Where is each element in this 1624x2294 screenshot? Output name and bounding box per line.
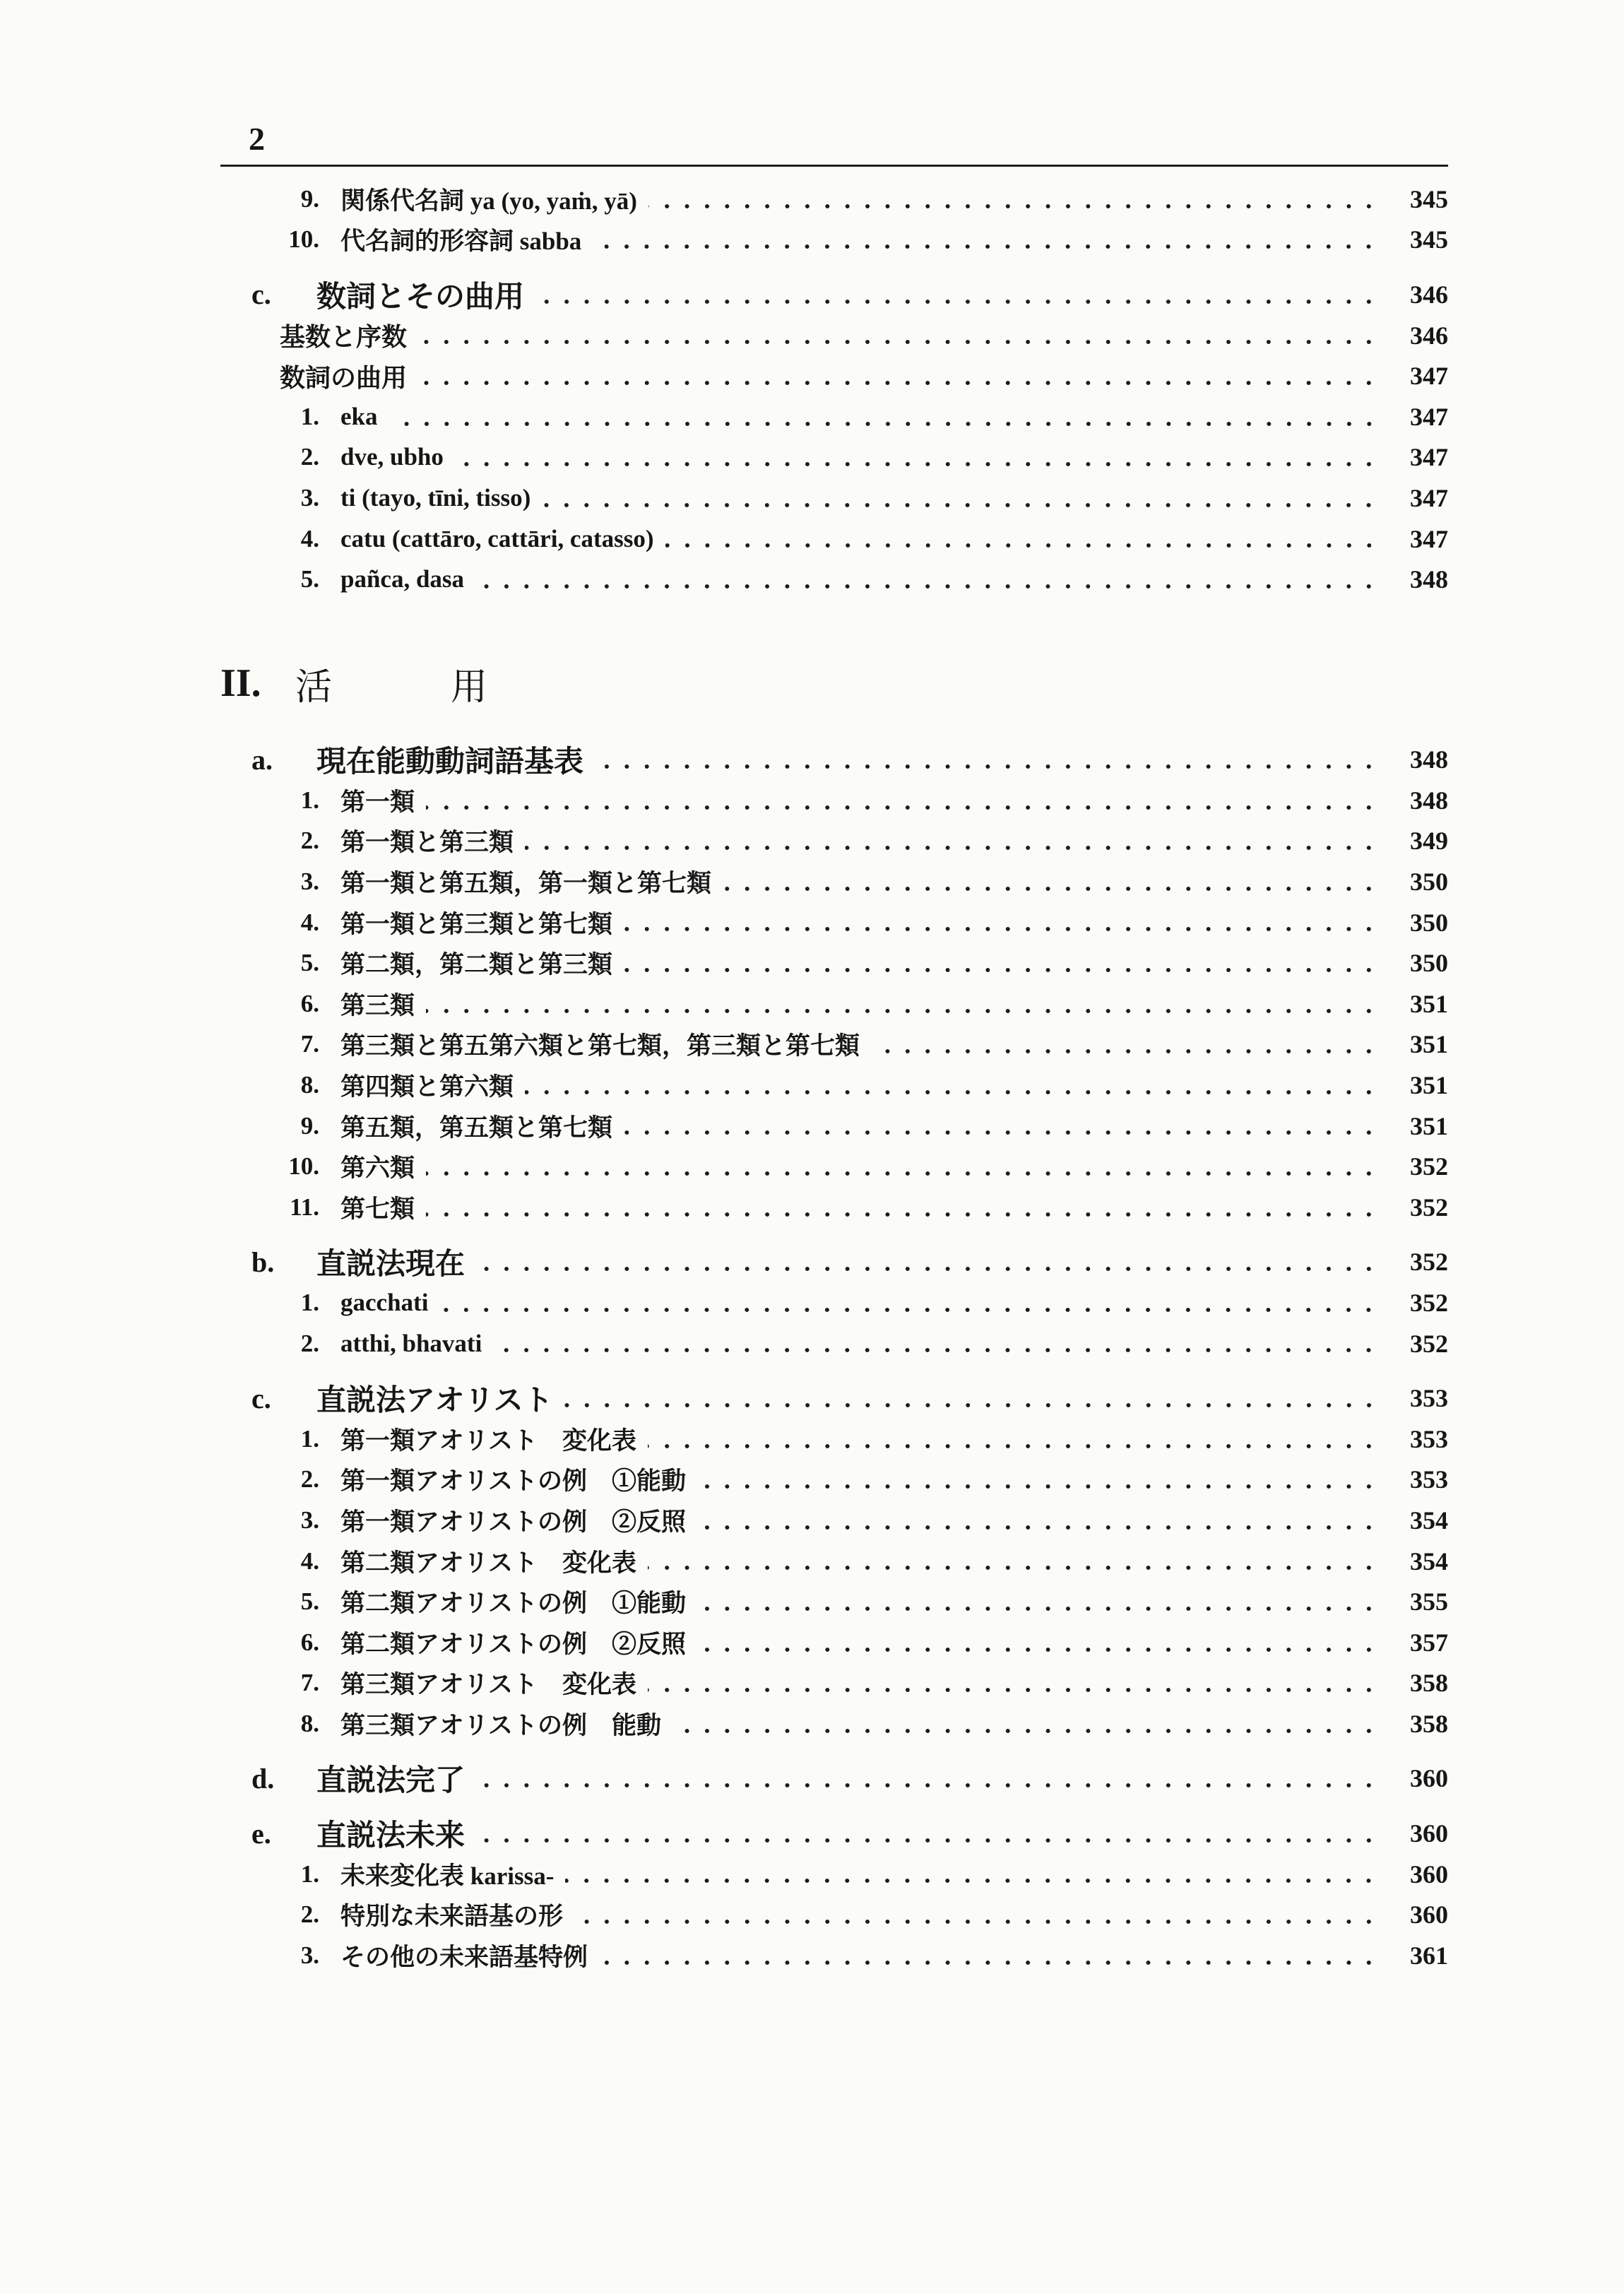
toc-entry	[0, 1935, 1448, 1976]
entry-title: 代名詞的形容詞 sabba	[340, 227, 582, 256]
entry-title: 特別な未来語基の形	[340, 1903, 564, 1931]
toc-entry	[0, 179, 1448, 220]
entry-number: 8.	[300, 1070, 319, 1099]
entry-number: 10.	[288, 225, 319, 254]
entry-title: 第三類アオリスト 変化表	[340, 1671, 636, 1699]
dot-leader	[665, 519, 1380, 560]
page-number: 2	[249, 121, 265, 157]
entry-title: catu (cattāro, cattāri, catasso)	[340, 524, 654, 552]
entry-number: 1.	[300, 1860, 319, 1888]
dot-leader	[476, 1813, 1379, 1854]
dot-leader	[418, 355, 1379, 396]
entry-title: その他の未来語基特例	[340, 1943, 588, 1971]
dot-leader	[455, 437, 1379, 478]
entry-title: 第二類アオリストの例 ①能動	[340, 1590, 686, 1618]
entry-page-number: 360	[1410, 1764, 1448, 1793]
section-letter: e.	[251, 1817, 271, 1850]
toc-entry	[0, 1146, 1448, 1187]
chapter-number: II.	[220, 661, 261, 706]
entry-title: 第一類アオリストの例 ①能動	[340, 1467, 686, 1496]
entry-number: 3.	[300, 1941, 319, 1969]
entry-page-number: 354	[1410, 1506, 1448, 1535]
entry-title: 第六類	[340, 1154, 415, 1183]
entry-page-number: 345	[1410, 184, 1448, 213]
entry-number: 1.	[300, 786, 319, 814]
entry-page-number: 350	[1410, 908, 1448, 937]
entry-title: eka	[340, 402, 378, 430]
dot-leader	[535, 274, 1379, 315]
dot-leader	[426, 780, 1379, 821]
entry-title: 第二類，第二類と第三類	[340, 951, 613, 979]
entry-page-number: 346	[1410, 280, 1448, 309]
dot-leader	[697, 1500, 1379, 1541]
subheading-title: 基数と序数	[280, 323, 408, 352]
dot-leader	[697, 1460, 1379, 1501]
dot-leader	[542, 478, 1379, 519]
entry-page-number: 352	[1410, 1152, 1448, 1181]
entry-title: 第二類アオリスト 変化表	[340, 1549, 636, 1577]
dot-leader	[418, 315, 1379, 356]
dot-leader	[697, 1581, 1379, 1622]
entry-number: 2.	[300, 1465, 319, 1494]
toc-entry	[0, 559, 1448, 600]
toc-entry	[0, 1854, 1448, 1895]
entry-title: 第三類と第五第六類と第七類，第三類と第七類	[340, 1032, 860, 1060]
entry-title: 第五類，第五類と第七類	[340, 1113, 613, 1142]
entry-page-number: 347	[1410, 483, 1448, 512]
entry-number: 9.	[300, 184, 319, 213]
section-title: 現在能動動詞語基表	[316, 746, 584, 779]
toc-section	[0, 1758, 1448, 1799]
toc-entry	[0, 983, 1448, 1024]
entry-number: 6.	[300, 1628, 319, 1656]
toc-entry	[0, 1282, 1448, 1323]
dot-leader	[648, 1663, 1379, 1704]
entry-number: 5.	[300, 565, 319, 593]
toc-entry	[0, 861, 1448, 902]
entry-title: 第一類と第三類	[340, 829, 514, 857]
entry-number: 2.	[300, 443, 319, 471]
dot-leader	[525, 1065, 1379, 1106]
toc-subheading	[0, 355, 1448, 396]
toc-entry	[0, 220, 1448, 261]
dot-leader	[672, 1703, 1379, 1744]
entry-page-number: 358	[1410, 1709, 1448, 1738]
entry-number: 5.	[300, 949, 319, 977]
entry-page-number: 352	[1410, 1248, 1448, 1277]
entry-title: ti (tayo, tīni, tisso)	[340, 483, 531, 512]
dot-leader	[439, 1282, 1379, 1323]
toc-entry	[0, 780, 1448, 821]
entry-page-number: 347	[1410, 362, 1448, 391]
entry-page-number: 350	[1410, 868, 1448, 897]
entry-page-number: 346	[1410, 321, 1448, 350]
toc-entry	[0, 1581, 1448, 1622]
entry-page-number: 349	[1410, 827, 1448, 856]
section-letter: c.	[251, 278, 271, 311]
entry-number: 2.	[300, 827, 319, 855]
dot-leader	[426, 1146, 1379, 1187]
entry-page-number: 350	[1410, 949, 1448, 978]
entry-number: 5.	[300, 1588, 319, 1616]
toc-section	[0, 1242, 1448, 1283]
dot-leader	[426, 1187, 1379, 1228]
entry-number: 7.	[300, 1030, 319, 1058]
toc-entry	[0, 821, 1448, 862]
entry-page-number: 351	[1410, 1111, 1448, 1140]
entry-title: dve, ubho	[340, 443, 444, 471]
entry-page-number: 348	[1410, 565, 1448, 594]
entry-title: 未来変化表 karissa-	[340, 1862, 555, 1890]
entry-page-number: 352	[1410, 1288, 1448, 1317]
dot-leader	[565, 1854, 1379, 1895]
entry-page-number: 345	[1410, 225, 1448, 254]
dot-leader	[599, 1935, 1379, 1976]
section-letter: a.	[251, 743, 273, 776]
entry-page-number: 352	[1410, 1329, 1448, 1358]
entry-number: 9.	[300, 1111, 319, 1140]
toc-subheading	[0, 315, 1448, 356]
entry-page-number: 351	[1410, 1030, 1448, 1059]
entry-title: 第一類と第三類と第七類	[340, 910, 613, 938]
dot-leader	[564, 1378, 1379, 1419]
entry-title: pañca, dasa	[340, 565, 465, 593]
toc-entry	[0, 1106, 1448, 1147]
entry-page-number: 354	[1410, 1547, 1448, 1575]
dot-leader	[697, 1622, 1379, 1663]
toc-entry	[0, 1024, 1448, 1065]
entry-number: 4.	[300, 1547, 319, 1575]
entry-number: 3.	[300, 868, 319, 896]
toc-entry	[0, 1187, 1448, 1228]
section-letter: d.	[251, 1762, 275, 1795]
entry-page-number: 357	[1410, 1628, 1448, 1657]
entry-title: 第三類	[340, 991, 415, 1019]
toc-entry	[0, 1065, 1448, 1106]
dot-leader	[723, 861, 1379, 902]
section-title: 直説法現在	[316, 1248, 466, 1282]
entry-title: 第一類と第五類，第一類と第七類	[340, 870, 712, 898]
dot-leader	[624, 902, 1379, 943]
entry-page-number: 351	[1410, 1070, 1448, 1099]
entry-page-number: 358	[1410, 1669, 1448, 1698]
toc-entry	[0, 1460, 1448, 1501]
entry-page-number: 347	[1410, 524, 1448, 553]
toc-entry	[0, 942, 1448, 983]
dot-leader	[624, 1106, 1379, 1147]
toc-entry	[0, 1663, 1448, 1704]
entry-page-number: 360	[1410, 1900, 1448, 1929]
entry-number: 1.	[300, 1424, 319, 1453]
toc-section	[0, 1378, 1448, 1419]
dot-leader	[593, 220, 1379, 261]
entry-page-number: 360	[1410, 1819, 1448, 1848]
section-title: 数詞とその曲用	[316, 280, 525, 314]
entry-page-number: 351	[1410, 989, 1448, 1018]
toc-entry	[0, 1323, 1448, 1364]
toc-entry	[0, 902, 1448, 943]
entry-title: 第四類と第六類	[340, 1072, 514, 1101]
entry-title: 第七類	[340, 1195, 415, 1223]
dot-leader	[389, 396, 1380, 437]
dot-leader	[624, 942, 1379, 983]
toc-entry	[0, 437, 1448, 478]
entry-title: 第二類アオリストの例 ②反照	[340, 1630, 686, 1658]
dot-leader	[475, 559, 1379, 600]
entry-number: 1.	[300, 1288, 319, 1316]
section-title: 直説法未来	[316, 1820, 466, 1853]
entry-title: 関係代名詞 ya (yo, yaṁ, yā)	[340, 187, 637, 215]
chapter-heading	[0, 642, 1448, 726]
toc-entry	[0, 478, 1448, 519]
entry-page-number: 355	[1410, 1588, 1448, 1616]
section-letter: c.	[251, 1382, 271, 1414]
entry-page-number: 361	[1410, 1941, 1448, 1970]
toc-section	[0, 739, 1448, 780]
entry-page-number: 353	[1410, 1424, 1448, 1453]
entry-number: 1.	[300, 402, 319, 430]
entry-page-number: 347	[1410, 402, 1448, 431]
section-letter: b.	[251, 1246, 275, 1278]
entry-page-number: 360	[1410, 1860, 1448, 1888]
entry-number: 10.	[288, 1152, 319, 1181]
dot-leader	[574, 1894, 1379, 1935]
dot-leader	[426, 983, 1379, 1024]
entry-title: 第一類	[340, 788, 415, 816]
entry-page-number: 353	[1410, 1465, 1448, 1494]
dot-leader	[493, 1323, 1379, 1364]
dot-leader	[871, 1024, 1379, 1065]
entry-number: 7.	[300, 1669, 319, 1697]
entry-number: 4.	[300, 524, 319, 552]
table-of-contents	[0, 179, 1448, 1976]
entry-number: 2.	[300, 1900, 319, 1929]
toc-section	[0, 1813, 1448, 1854]
toc-entry	[0, 1894, 1448, 1935]
dot-leader	[648, 179, 1379, 220]
entry-page-number: 352	[1410, 1193, 1448, 1222]
entry-title: atthi, bhavati	[340, 1329, 482, 1357]
entry-page-number: 353	[1410, 1384, 1448, 1413]
entry-page-number: 347	[1410, 443, 1448, 472]
entry-number: 2.	[300, 1329, 319, 1357]
entry-number: 8.	[300, 1709, 319, 1737]
toc-entry	[0, 1703, 1448, 1744]
toc-entry	[0, 396, 1448, 437]
toc-entry	[0, 519, 1448, 560]
entry-title: 第三類アオリストの例 能動	[340, 1711, 661, 1739]
section-title: 直説法アオリスト	[316, 1385, 553, 1418]
dot-leader	[525, 821, 1379, 862]
section-title: 直説法完了	[316, 1765, 466, 1798]
toc-entry	[0, 1419, 1448, 1460]
toc-section	[0, 274, 1448, 315]
entry-number: 11.	[290, 1193, 319, 1221]
entry-number: 6.	[300, 989, 319, 1017]
toc-entry	[0, 1622, 1448, 1663]
dot-leader	[476, 1242, 1379, 1283]
dot-leader	[595, 739, 1379, 780]
dot-leader	[476, 1758, 1379, 1799]
entry-title: 第一類アオリストの例 ②反照	[340, 1508, 686, 1536]
entry-title: 第一類アオリスト 変化表	[340, 1426, 636, 1455]
dot-leader	[648, 1541, 1379, 1582]
entry-number: 4.	[300, 908, 319, 936]
toc-entry	[0, 1500, 1448, 1541]
chapter-title: 活用	[295, 667, 607, 708]
entry-page-number: 348	[1410, 786, 1448, 815]
entry-number: 3.	[300, 483, 319, 512]
entry-page-number: 348	[1410, 745, 1448, 774]
entry-number: 3.	[300, 1506, 319, 1534]
header-rule	[220, 165, 1448, 167]
entry-title: gacchati	[340, 1288, 429, 1316]
toc-entry	[0, 1541, 1448, 1582]
subheading-title: 数詞の曲用	[280, 363, 408, 392]
dot-leader	[648, 1419, 1379, 1460]
